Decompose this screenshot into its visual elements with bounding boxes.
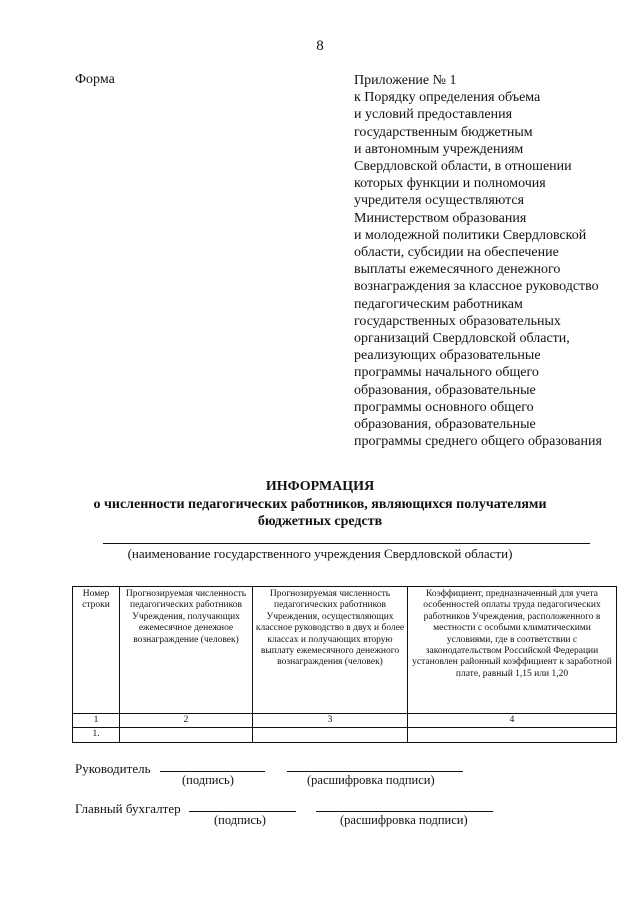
head-decoding-field[interactable] <box>287 771 463 772</box>
appendix-line: реализующих образовательные <box>354 348 541 364</box>
appendix-line: образования, образовательные <box>354 382 536 398</box>
appendix-block <box>354 72 638 450</box>
appendix-line: государственным бюджетным <box>354 124 533 140</box>
table-header-row <box>73 587 617 714</box>
appendix-line: программы среднего общего образования <box>354 434 602 450</box>
institution-name-field[interactable] <box>103 543 590 544</box>
header-cell-class-teachers-count: Прогнозируемая численность педагогических работников Учреждения, осуществляющих классное руководство в двух и более классах и получающих вторую выплату ежемесячного денежного вознаграждения (человек) <box>253 587 408 714</box>
accountant-decoding-field[interactable] <box>316 811 493 812</box>
column-number: 1 <box>73 714 120 728</box>
appendix-line: которых функции и полномочия <box>354 176 546 192</box>
appendix-line: программы основного общего <box>354 399 534 415</box>
appendix-line: выплаты ежемесячного денежного <box>354 262 561 278</box>
heading-title: ИНФОРМАЦИЯ <box>265 479 375 494</box>
appendix-line: вознаграждения за классное руководство <box>354 279 599 295</box>
appendix-line: Министерством образования <box>354 210 527 226</box>
column-number: 4 <box>408 714 617 728</box>
appendix-line: учредителя осуществляются <box>354 193 525 209</box>
data-cell[interactable] <box>253 728 408 743</box>
appendix-line: и молодежной политики Свердловской <box>354 227 587 243</box>
head-signature-caption: (подпись) <box>182 773 234 787</box>
appendix-line: педагогическим работникам <box>354 296 523 312</box>
accountant-signature-field[interactable] <box>189 811 296 812</box>
appendix-line: Свердловской области, в отношении <box>354 159 572 175</box>
form-label: Форма <box>75 72 115 87</box>
data-cell[interactable] <box>120 728 253 743</box>
accountant-label: Главный бухгалтер <box>75 801 181 816</box>
column-number: 3 <box>253 714 408 728</box>
appendix-line: и условий предоставления <box>354 107 513 123</box>
head-decoding-caption: (расшифровка подписи) <box>307 773 435 787</box>
appendix-line: к Порядку определения объема <box>354 90 541 106</box>
appendix-line: государственных образовательных <box>354 313 561 329</box>
accountant-decoding-caption: (расшифровка подписи) <box>340 813 468 827</box>
heading-line-2: бюджетных средств <box>257 514 383 529</box>
appendix-line: организаций Свердловской области, <box>354 331 570 347</box>
head-signature-field[interactable] <box>160 771 265 772</box>
header-cell-forecast-count: Прогнозируемая численность педагогических работников Учреждения, получающих ежемесячное денежное вознаграждение (человек) <box>120 587 253 714</box>
appendix-line: Приложение № 1 <box>354 73 457 88</box>
accountant-signature-caption: (подпись) <box>214 813 266 827</box>
appendix-line: программы начального общего <box>354 365 539 381</box>
heading-line-1: о численности педагогических работников, являющихся получателями <box>93 496 547 512</box>
document-heading <box>0 478 640 531</box>
header-cell-row-number: Номер строки <box>73 587 120 714</box>
head-label: Руководитель <box>75 761 151 776</box>
data-cell[interactable] <box>408 728 617 743</box>
appendix-line: и автономным учреждениям <box>354 141 524 157</box>
appendix-line: образования, образовательные <box>354 417 536 433</box>
table-row <box>73 728 617 743</box>
header-cell-coefficient: Коэффициент, предназначенный для учета особенностей оплаты труда педагогических работников Учреждения, расположенного в местности с особыми климатическими условиями, где в соответствии с законодательством Российской Федерации установлен районный коэффициент к заработной плате, равный 1,15 или 1,20 <box>408 587 617 714</box>
appendix-line: области, субсидии на обеспечение <box>354 245 559 261</box>
column-number: 2 <box>120 714 253 728</box>
page-number: 8 <box>316 38 324 54</box>
institution-caption: (наименование государственного учреждения Свердловской области) <box>127 546 513 561</box>
column-numbers-row <box>73 714 617 728</box>
row-number-cell: 1. <box>73 728 120 743</box>
info-table <box>72 586 617 743</box>
